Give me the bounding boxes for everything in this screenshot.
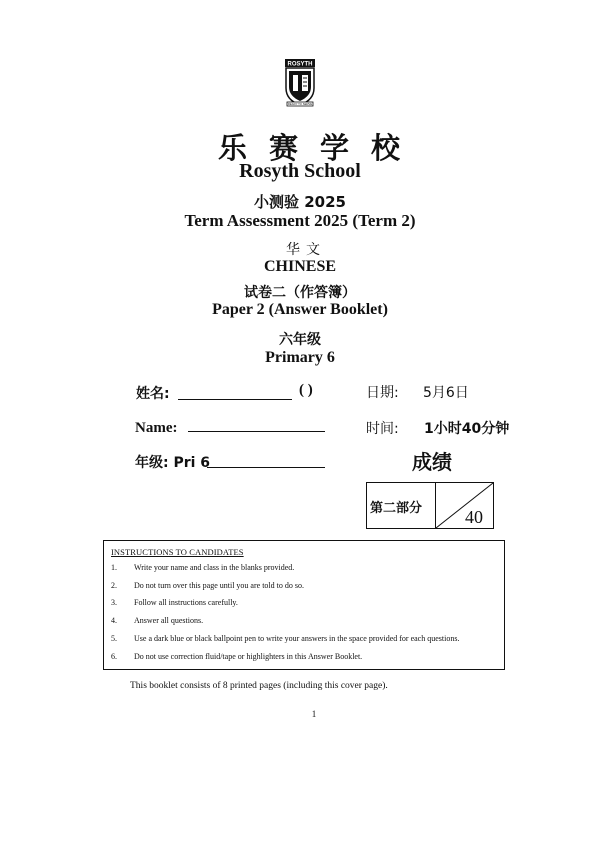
school-crest-logo	[284, 58, 316, 108]
test-title-chinese: 小测验 2025	[254, 193, 346, 211]
booklet-page-count-note: This booklet consists of 8 printed pages (including this cover page).	[130, 681, 388, 691]
page-number: 1	[311, 709, 317, 719]
instruction-number: 6.	[111, 652, 117, 661]
subject-english: CHINESE	[263, 258, 337, 275]
score-box	[366, 482, 494, 529]
name-english-blank-line[interactable]	[188, 431, 325, 432]
time-label: 时间:	[366, 421, 399, 437]
score-total: 40	[465, 507, 483, 527]
name-label-english: Name:	[135, 420, 178, 436]
instruction-text: Follow all instructions carefully.	[134, 598, 238, 607]
instruction-item	[111, 652, 501, 661]
svg-text:READY TO SERVE: READY TO SERVE	[287, 102, 313, 107]
level-english: Primary 6	[265, 349, 335, 366]
instruction-item	[111, 598, 501, 607]
instruction-text: Answer all questions.	[134, 616, 204, 625]
class-label: 年级: Pri 6	[135, 455, 211, 471]
name-label-chinese: 姓名:	[136, 386, 170, 402]
instruction-text: Use a dark blue or black ballpoint pen to write your answers in the space provided for each questions.	[134, 634, 460, 643]
instruction-number: 4.	[111, 616, 117, 625]
class-blank-line[interactable]	[207, 467, 325, 468]
instructions-heading: INSTRUCTIONS TO CANDIDATES	[111, 547, 244, 557]
instruction-number: 3.	[111, 598, 117, 607]
instruction-item	[111, 616, 501, 625]
instruction-item	[111, 634, 501, 643]
name-blank-line[interactable]	[178, 399, 292, 400]
instruction-item	[111, 581, 501, 590]
paper-title-chinese: 试卷二（作答簿）	[244, 285, 356, 301]
instruction-text: Do not use correction fluid/tape or highlighters in this Answer Booklet.	[134, 652, 363, 661]
school-name-english: Rosyth School	[239, 160, 361, 182]
instruction-number: 1.	[111, 563, 117, 572]
school-name-chinese: 乐赛学校	[217, 131, 422, 165]
instruction-text: Write your name and class in the blanks provided.	[134, 563, 295, 572]
score-section-label: 第二部分	[370, 501, 423, 516]
time-value: 1小时40分钟	[424, 421, 510, 437]
paper-title-english: Paper 2 (Answer Booklet)	[212, 301, 388, 318]
date-value: 5月6日	[423, 385, 469, 401]
class-brackets: ( )	[299, 382, 313, 398]
svg-text:ROSYTH: ROSYTH	[287, 61, 313, 68]
date-label: 日期:	[366, 385, 399, 401]
score-heading: 成绩	[412, 450, 452, 474]
level-chinese: 六年级	[279, 332, 321, 348]
instruction-item	[111, 563, 501, 572]
instruction-text: Do not turn over this page until you are told to do so.	[134, 581, 304, 590]
term-assessment-title: Term Assessment 2025 (Term 2)	[184, 211, 416, 230]
instructions-box	[103, 540, 505, 670]
instruction-number: 2.	[111, 581, 117, 590]
instruction-number: 5.	[111, 634, 117, 643]
subject-chinese: 华文	[286, 242, 326, 258]
